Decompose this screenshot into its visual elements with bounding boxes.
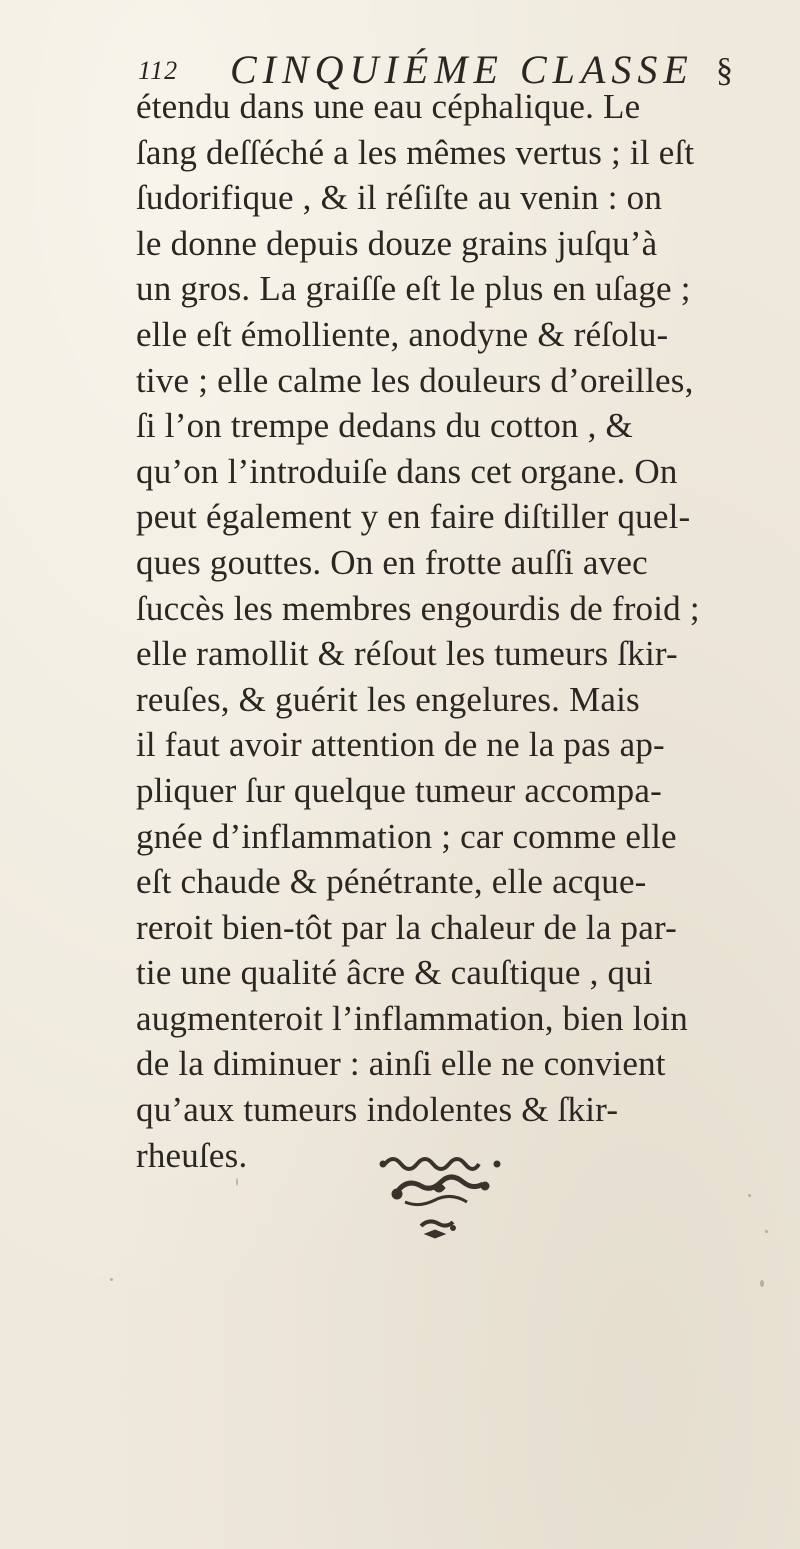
text-line: qu’aux tumeurs indolentes & ſkir-: [136, 1090, 619, 1130]
text-line: étendu dans une eau céphalique. Le: [136, 87, 641, 126]
text-line: elle ramollit & réſout les tumeurs ſkir-: [136, 634, 678, 674]
text-line: un gros. La graiſſe eſt le plus en uſage ;: [136, 269, 691, 309]
text-line: tie une qualité âcre & cauſtique , qui: [136, 953, 653, 993]
text-line: il faut avoir attention de ne la pas ap-: [136, 725, 665, 765]
text-line: le donne depuis douze grains juſqu’à: [136, 223, 658, 263]
paper-speck: [765, 1230, 768, 1233]
body-text: [136, 84, 776, 1178]
text-line: eſt chaude & pénétrante, elle acque-: [136, 862, 647, 902]
text-line: tive ; elle calme les douleurs d’oreilles,: [136, 360, 694, 400]
text-line: ſang deſſéché a les mêmes vertus ; il eſt: [136, 132, 695, 172]
text-line: ſudorifique , & il réſiſte au venin : on: [136, 178, 663, 218]
text-line: reroit bien-tôt par la chaleur de la par-: [136, 907, 677, 947]
text-line: de la diminuer : ainſi elle ne convient: [136, 1044, 666, 1084]
paper-speck: [760, 1280, 764, 1287]
text-line: peut également y en faire diſtiller quel-: [136, 497, 691, 537]
paper-speck: [404, 1100, 406, 1102]
floral-tailpiece-icon: [375, 1148, 505, 1258]
text-line: rheuſes.: [136, 1135, 248, 1175]
paper-speck: [236, 1178, 238, 1186]
running-head: CINQUIÉME CLASSE: [230, 47, 694, 92]
text-line: ſuccès les membres engourdis de froid ;: [136, 588, 700, 628]
text-line: pliquer ſur quelque tumeur accompa-: [136, 770, 662, 810]
header-mark: §: [716, 52, 733, 89]
page-number: 112: [138, 56, 179, 85]
paper-speck: [748, 1194, 751, 1197]
text-line: reuſes, & guérit les engelures. Mais: [136, 679, 640, 719]
text-line: gnée d’inflammation ; car comme elle: [136, 816, 677, 856]
text-line: elle eſt émolliente, anodyne & réſolu-: [136, 314, 669, 354]
paper-speck: [110, 1278, 113, 1281]
text-line: ques gouttes. On en frotte auſſi avec: [136, 542, 648, 582]
text-line: ſi l’on trempe dedans du cotton , &: [136, 406, 633, 446]
text-line: augmenteroit l’inflammation, bien loin: [136, 998, 688, 1038]
text-line: qu’on l’introduiſe dans cet organe. On: [136, 451, 678, 491]
